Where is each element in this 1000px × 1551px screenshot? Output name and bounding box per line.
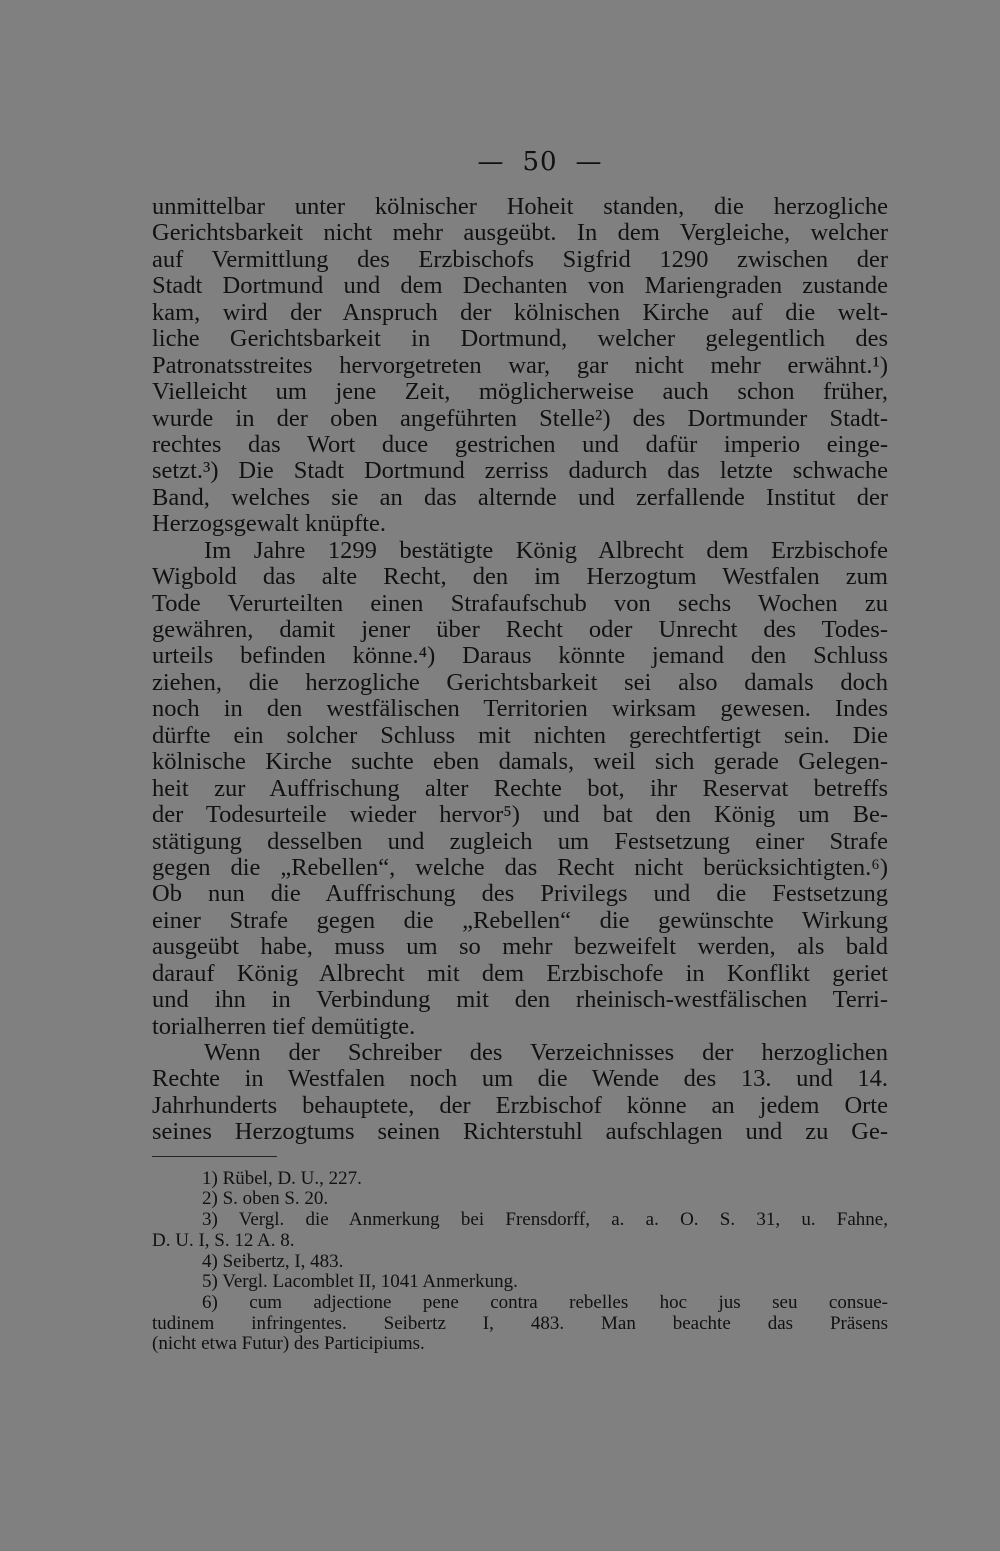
header-dash-left: — — [477, 147, 505, 177]
body-line: auf Vermittlung des Erzbischofs Sigfrid 1290 zwischen der — [152, 245, 888, 273]
body-line: torialherren tief demütigte. — [152, 1012, 416, 1040]
body-line: Wenn der Schreiber des Verzeichnisses der herzoglichen — [204, 1039, 888, 1066]
body-line: der Todesurteile wieder hervor⁵) und bat den König um Be- — [152, 801, 888, 829]
body-line: dürfte ein solcher Schluss mit nichten gerechtfertigt sein. Die — [152, 721, 888, 749]
footnotes — [152, 1169, 888, 1355]
footnote: 2) S. oben S. 20. — [202, 1188, 329, 1210]
header-dash-right: — — [575, 147, 603, 177]
body-line: unmittelbar unter kölnischer Hoheit standen, die herzogliche — [152, 193, 888, 220]
book-page — [152, 140, 888, 1355]
body-line: urteils befinden könne.⁴) Daraus könnte jemand den Schluss — [152, 642, 888, 670]
page-number: 50 — [522, 147, 558, 177]
body-line: seines Herzogtums seinen Richterstuhl aufschlagen und zu Ge- — [152, 1118, 888, 1146]
body-line: einer Strafe gegen die „Rebellen“ die gewünschte Wirkung — [152, 906, 888, 934]
body-line: Herzogsgewalt knüpfte. — [152, 510, 387, 538]
body-line: Vielleicht um jene Zeit, möglicherweise auch schon früher, — [152, 378, 888, 406]
footnote-continuation: D. U. I, S. 12 A. 8. — [152, 1229, 295, 1251]
footnote: 4) Seibertz, I, 483. — [202, 1250, 344, 1272]
body-line: darauf König Albrecht mit dem Erzbischofe in Konflikt geriet — [152, 959, 888, 987]
body-line: und ihn in Verbindung mit den rheinisch-westfälischen Terri- — [152, 986, 888, 1014]
body-line: liche Gerichtsbarkeit in Dortmund, welcher gelegentlich des — [152, 325, 888, 353]
body-line: Rechte in Westfalen noch um die Wende des 13. und 14. — [152, 1065, 888, 1093]
body-line: Tode Verurteilten einen Strafaufschub von sechs Wochen zu — [152, 589, 888, 617]
body-line: rechtes das Wort duce gestrichen und dafür imperio einge- — [152, 430, 888, 458]
body-line: stätigung desselben und zugleich um Festsetzung einer Strafe — [152, 827, 888, 855]
footnote: 6) cum adjectione pene contra rebelles hoc jus seu consue- — [202, 1291, 888, 1313]
body-line: Wigbold das alte Recht, den im Herzogtum Westfalen zum — [152, 563, 888, 591]
body-line: Gerichtsbarkeit nicht mehr ausgeübt. In dem Vergleiche, welcher — [152, 219, 888, 247]
body-line: kam, wird der Anspruch der kölnischen Kirche auf die welt- — [152, 298, 888, 326]
body-line: Jahrhunderts behauptete, der Erzbischof könne an jedem Orte — [152, 1091, 888, 1119]
footnote: 5) Vergl. Lacomblet II, 1041 Anmerkung. — [202, 1271, 518, 1293]
footnote-continuation: (nicht etwa Futur) des Participiums. — [152, 1333, 425, 1355]
body-line: heit zur Auffrischung alter Rechte bot, ihr Reservat betreffs — [152, 774, 888, 802]
body-line: gewähren, damit jener über Recht oder Unrecht des Todes- — [152, 616, 888, 643]
body-line: wurde in der oben angeführten Stelle²) des Dortmunder Stadt- — [152, 404, 888, 432]
body-line: ausgeübt habe, muss um so mehr bezweifelt werden, als bald — [152, 933, 888, 961]
page-number-header — [192, 140, 888, 184]
body-line: gegen die „Rebellen“, welche das Recht nicht berücksichtigten.⁶) — [152, 853, 888, 881]
footnote-divider — [152, 1156, 277, 1157]
footnote-continuation: tudinem infringentes. Seibertz I, 483. Man beachte das Präsens — [152, 1312, 888, 1334]
footnote: 3) Vergl. die Anmerkung bei Frensdorff, a. a. O. S. 31, u. Fahne, — [202, 1209, 888, 1231]
body-line: noch in den westfälischen Territorien wirksam gewesen. Indes — [152, 695, 888, 723]
body-line: Stadt Dortmund und dem Dechanten von Mariengraden zustande — [152, 272, 888, 300]
body-line: Ob nun die Auffrischung des Privilegs und die Festsetzung — [152, 880, 888, 908]
body-line: kölnische Kirche suchte eben damals, weil sich gerade Gelegen- — [152, 748, 888, 776]
body-text — [152, 194, 888, 1146]
body-line: Im Jahre 1299 bestätigte König Albrecht dem Erzbischofe — [204, 536, 888, 564]
footnote: 1) Rübel, D. U., 227. — [202, 1167, 362, 1189]
body-line: ziehen, die herzogliche Gerichtsbarkeit sei also damals doch — [152, 668, 888, 696]
body-line: setzt.³) Die Stadt Dortmund zerriss dadurch das letzte schwache — [152, 457, 888, 485]
body-line: Patronatsstreites hervorgetreten war, gar nicht mehr erwähnt.¹) — [152, 351, 888, 379]
body-line: Band, welches sie an das alternde und zerfallende Institut der — [152, 483, 888, 511]
